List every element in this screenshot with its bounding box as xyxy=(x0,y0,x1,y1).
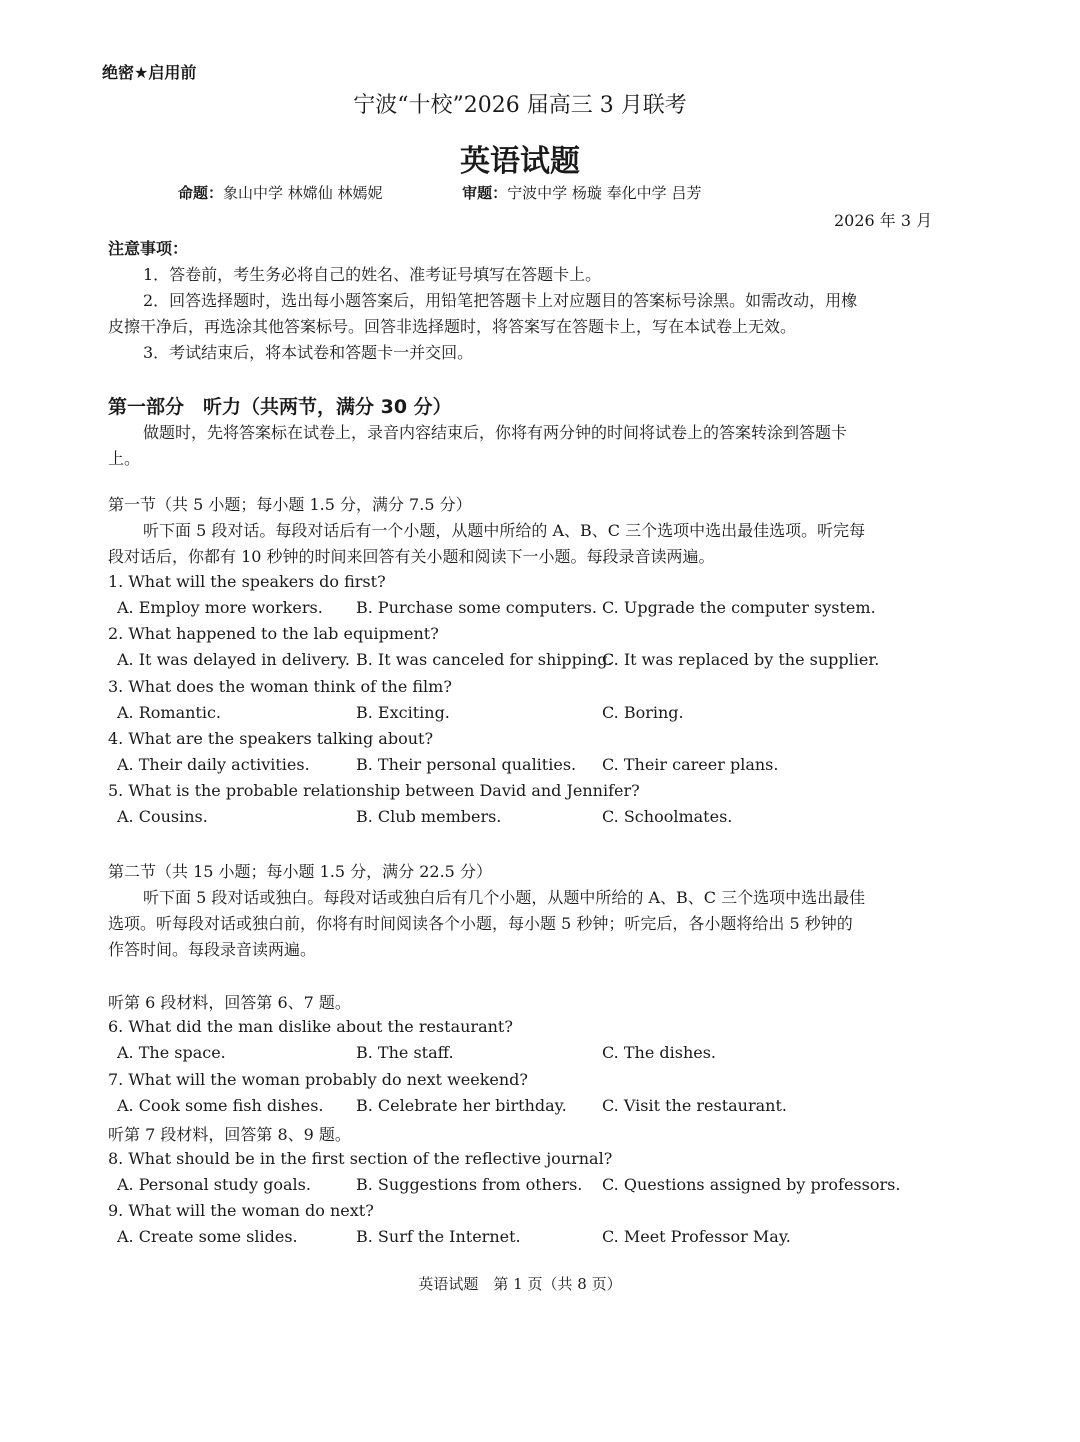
option-8c: C. Questions assigned by professors. xyxy=(602,1175,901,1194)
notice-item-2a: 2．回答选择题时，选出每小题答案后，用铅笔把答题卡上对应题目的答案标号涂黑。如需改动，用橡 xyxy=(143,291,858,310)
section1-title: 第一节（共 5 小题；每小题 1.5 分，满分 7.5 分） xyxy=(108,495,472,514)
section2-intro-b: 选项。听每段对话或独白前，你将有时间阅读各个小题，每小题 5 秒钟；听完后，各小题将给出 5 秒钟的 xyxy=(108,914,853,933)
option-5a: A. Cousins. xyxy=(117,807,208,826)
option-8a: A. Personal study goals. xyxy=(117,1175,311,1194)
option-9b: B. Surf the Internet. xyxy=(356,1227,521,1246)
question-5: 5. What is the probable relationship between David and Jennifer? xyxy=(108,781,640,800)
option-1a: A. Employ more workers. xyxy=(117,598,323,617)
notice-item-3: 3．考试结束后，将本试卷和答题卡一并交回。 xyxy=(143,343,474,362)
option-6c: C. The dishes. xyxy=(602,1043,717,1062)
material-7-heading: 听第 7 段材料，回答第 8、9 题。 xyxy=(108,1125,351,1144)
option-7a: A. Cook some fish dishes. xyxy=(117,1096,324,1115)
option-2b: B. It was canceled for shipping. xyxy=(356,650,613,669)
notice-item-2b: 皮擦干净后，再选涂其他答案标号。回答非选择题时，将答案写在答题卡上，写在本试卷上无效。 xyxy=(108,317,797,336)
option-7b: B. Celebrate her birthday. xyxy=(356,1096,567,1115)
option-9c: C. Meet Professor May. xyxy=(602,1227,791,1246)
option-3a: A. Romantic. xyxy=(117,703,222,722)
notice-title: 注意事项： xyxy=(108,239,189,258)
option-8b: B. Suggestions from others. xyxy=(356,1175,583,1194)
reviewers-label: 审题： xyxy=(462,184,508,202)
option-3b: B. Exciting. xyxy=(356,703,450,722)
option-5c: C. Schoolmates. xyxy=(602,807,733,826)
option-5b: B. Club members. xyxy=(356,807,502,826)
subject-title: 英语试题 xyxy=(460,144,580,179)
confidential-mark: 绝密★启用前 xyxy=(102,63,197,82)
part1-title: 第一部分 听力（共两节，满分 30 分） xyxy=(108,396,452,418)
part1-intro-a: 做题时，先将答案标在试卷上，录音内容结束后，你将有两分钟的时间将试卷上的答案转涂到答题卡 xyxy=(143,423,848,442)
section1-intro-b: 段对话后，你都有 10 秒钟的时间来回答有关小题和阅读下一小题。每段录音读两遍。 xyxy=(108,547,715,566)
exam-title: 宁波“十校”2026 届高三 3 月联考 xyxy=(353,93,687,118)
part1-intro-b: 上。 xyxy=(108,449,141,468)
authors: 象山中学 林嫦仙 林嫣妮 xyxy=(223,184,383,202)
option-6a: A. The space. xyxy=(117,1043,226,1062)
option-1b: B. Purchase some computers. xyxy=(356,598,597,617)
question-3: 3. What does the woman think of the film? xyxy=(108,677,452,696)
question-6: 6. What did the man dislike about the restaurant? xyxy=(108,1017,513,1036)
section2-intro-c: 作答时间。每段录音读两遍。 xyxy=(108,940,317,959)
reviewers: 宁波中学 杨璇 奉化中学 吕芳 xyxy=(507,184,702,202)
option-2c: C. It was replaced by the supplier. xyxy=(602,650,880,669)
section2-intro-a: 听下面 5 段对话或独白。每段对话或独白后有几个小题，从题中所给的 A、B、C 三个选项中选出最佳 xyxy=(143,888,866,907)
option-4c: C. Their career plans. xyxy=(602,755,779,774)
section2-title: 第二节（共 15 小题；每小题 1.5 分，满分 22.5 分） xyxy=(108,862,492,881)
page-footer: 英语试题 第 1 页（共 8 页） xyxy=(418,1275,622,1293)
authors-label: 命题： xyxy=(178,184,224,202)
question-1: 1. What will the speakers do first? xyxy=(108,572,386,591)
option-1c: C. Upgrade the computer system. xyxy=(602,598,876,617)
option-4a: A. Their daily activities. xyxy=(117,755,310,774)
option-9a: A. Create some slides. xyxy=(117,1227,298,1246)
exam-date: 2026 年 3 月 xyxy=(834,211,933,230)
material-6-heading: 听第 6 段材料，回答第 6、7 题。 xyxy=(108,993,351,1012)
option-4b: B. Their personal qualities. xyxy=(356,755,577,774)
authors-line xyxy=(178,182,701,203)
option-2a: A. It was delayed in delivery. xyxy=(117,650,350,669)
question-7: 7. What will the woman probably do next weekend? xyxy=(108,1070,528,1089)
section1-intro-a: 听下面 5 段对话。每段对话后有一个小题，从题中所给的 A、B、C 三个选项中选出最佳选项。听完每 xyxy=(143,521,866,540)
question-8: 8. What should be in the first section of the reflective journal? xyxy=(108,1149,613,1168)
option-6b: B. The staff. xyxy=(356,1043,454,1062)
question-2: 2. What happened to the lab equipment? xyxy=(108,624,439,643)
option-3c: C. Boring. xyxy=(602,703,684,722)
question-4: 4. What are the speakers talking about? xyxy=(108,729,434,748)
notice-item-1: 1．答卷前，考生务必将自己的姓名、准考证号填写在答题卡上。 xyxy=(143,265,602,284)
option-7c: C. Visit the restaurant. xyxy=(602,1096,787,1115)
question-9: 9. What will the woman do next? xyxy=(108,1201,374,1220)
